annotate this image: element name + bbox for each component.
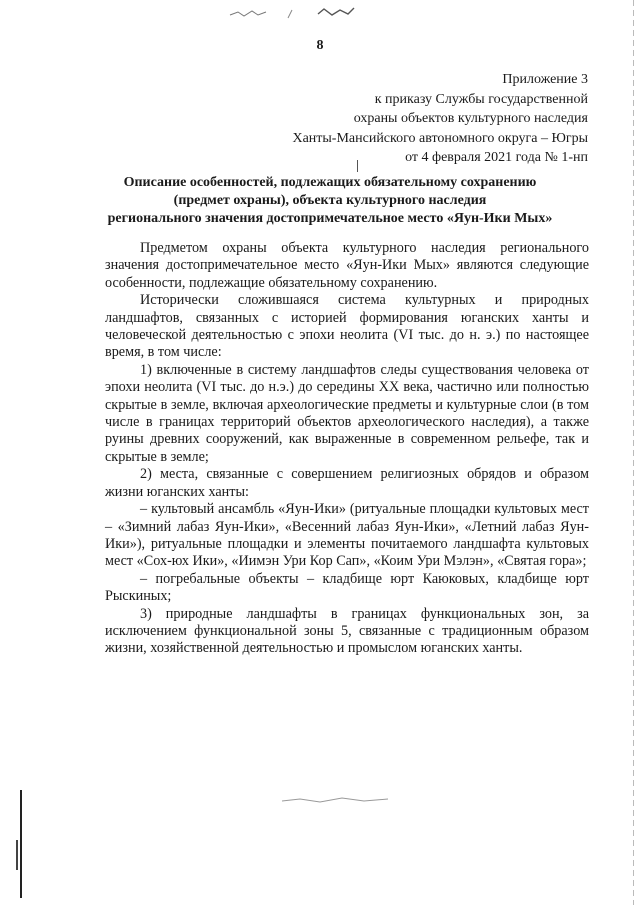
appendix-line: от 4 февраля 2021 года № 1-нп (405, 150, 588, 166)
scan-edge-left (20, 790, 22, 898)
body-paragraph: Предметом охраны объекта культурного наследия регионального значения достопримечательное место «Яун-Ики Мых» являются следующие особенности, подлежащие обязательному сохранению. (105, 240, 589, 291)
title-line: Описание особенностей, подлежащих обязательному сохранению (123, 175, 537, 190)
body-paragraph: 2) места, связанные с совершением религиозных обрядов и образом жизни юганских ханты: (105, 466, 589, 500)
title-line: (предмет охраны), объекта культурного наследия (173, 193, 487, 208)
scan-artifact-bottom (280, 795, 390, 805)
document-title (60, 174, 600, 228)
appendix-line: Ханты-Мансийского автономного округа – Югры (292, 130, 588, 146)
scan-edge-right (632, 0, 635, 905)
body-paragraph: 1) включенные в систему ландшафтов следы существования человека от эпохи неолита (VI тыс. до н.э.) до середины XX века, частично или полностью скрытые в земле, включая археологические предметы и культурные слои (в том числе в границах территорий объектов археологического наследия), а также руины древних сооружений, как выраженные в современном рельефе, так и скрытые в земле; (105, 361, 589, 465)
appendix-line: Приложение 3 (502, 72, 588, 87)
appendix-header (292, 70, 588, 168)
scan-edge-left-secondary (16, 840, 18, 870)
appendix-line: охраны объектов культурного наследия (353, 111, 588, 127)
appendix-line: к приказу Службы государственной (374, 91, 588, 107)
body-paragraph: 3) природные ландшафты в границах функциональных зон, за исключением функциональной зоны 5, связанные с традиционным образом жизни, хозяйственной деятельностью и промыслом юганских ханты. (105, 605, 589, 657)
title-line: регионального значения достопримечательное место «Яун-Ики Мых» (107, 211, 553, 226)
document-body (105, 240, 589, 658)
body-paragraph: – погребальные объекты – кладбище юрт Каюковых, кладбище юрт Рыскиных; (105, 570, 589, 605)
scan-artifact-top (228, 6, 358, 20)
page-number: 8 (316, 38, 324, 53)
body-paragraph: – культовый ансамбль «Яун-Ики» (ритуальные площадки культовых мест – «Зимний лабаз Яун-Ики», «Весенний лабаз Яун-Ики», «Летний лабаз Яун-Ики»), ритуальные площадки и элементы почитаемого ландшафта культовых мест «Сох-юх Ики», «Иимэн Ури Кор Сап», «Коим Ури Мэлэн», «Святая гора»; (105, 501, 589, 570)
body-paragraph: Исторически сложившаяся система культурных и природных ландшафтов, связанных с историей формирования юганских ханты и человеческой деятельностью с эпохи неолита (VI тыс. до н. э.) по настоящее время, в том числе: (105, 292, 589, 361)
